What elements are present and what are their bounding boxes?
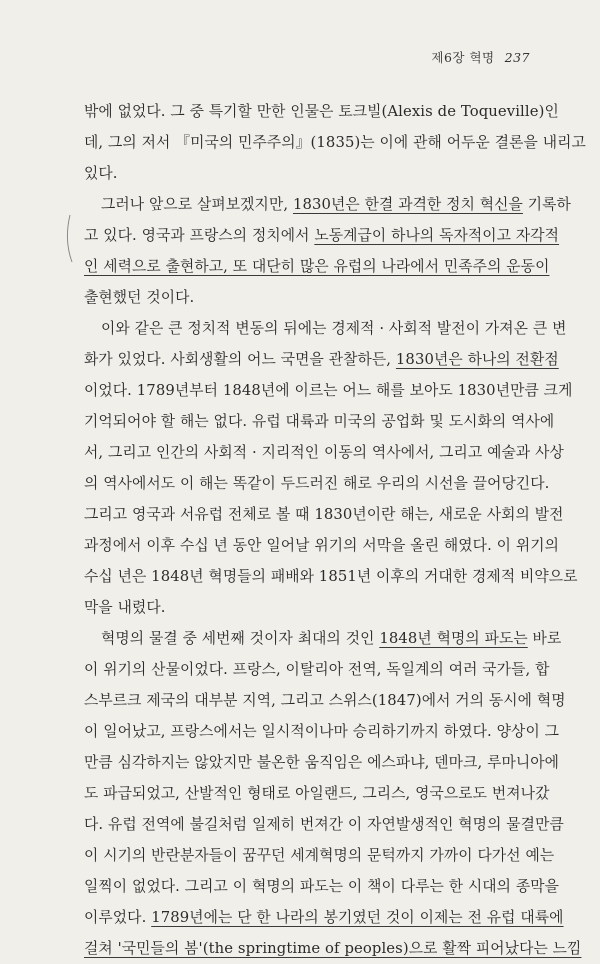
text-run: 서, 그리고 인간의 사회적 · 지리적인 이동의 역사에서, 그리고 예술과 사상 [84, 444, 564, 461]
text-line [84, 902, 564, 933]
text-line [84, 685, 566, 716]
text-run: 이 일어났고, 프랑스에서는 일시적이나마 승리하기까지 하였다. 양상이 그 [84, 723, 560, 740]
text-line [84, 189, 571, 220]
text-line [84, 530, 560, 561]
text-line [84, 437, 564, 468]
underlined-phrase: 인 세력으로 출현하고, 또 대단히 많은 유럽의 나라에서 민족주의 운동이 [84, 258, 550, 275]
text-line [84, 747, 560, 778]
pencil-bracket-mark [67, 215, 72, 262]
underlined-phrase: 1789년에는 단 한 나라의 봉기였던 것이 이제는 전 유럽 대륙에 [151, 909, 564, 926]
text-line [84, 220, 560, 251]
text-run: 화가 있었다. 사회생활의 어느 국면을 관찰하든, [84, 351, 396, 368]
text-run: 막을 내렸다. [84, 599, 166, 616]
text-run: 이와 같은 큰 정치적 변동의 뒤에는 경제적 · 사회적 발전이 가져온 큰 변 [101, 320, 567, 337]
paragraph [84, 189, 571, 313]
text-run: 밖에 없었다. 그 중 특기할 만한 인물은 토크빌(Alexis de Toqueville)인 [84, 103, 559, 120]
text-run: 이루었다. [84, 909, 152, 926]
body-text [84, 96, 586, 964]
text-run: 스부르크 제국의 대부분 지역, 그리고 스위스(1847)에서 거의 동시에 혁명 [84, 692, 566, 709]
text-line [84, 840, 555, 871]
text-run: 기록하 [522, 196, 571, 213]
page-number: 237 [504, 50, 530, 65]
text-line [84, 778, 550, 809]
text-run: 이었다. 1789년부터 1848년에 이르는 어느 해를 보아도 1830년만큼 크게 [84, 382, 573, 399]
text-line [84, 499, 564, 530]
text-run: 있다. [84, 165, 118, 182]
text-run: 다. 유럽 전역에 불길처럼 일제히 번져간 이 자연발생적인 혁명의 물결만큼 [84, 816, 564, 833]
text-run: 고 있다. 영국과 프랑스의 정치에서 [84, 227, 315, 244]
text-line [84, 592, 544, 623]
text-run: 의 역사에서도 이 해는 똑같이 두드러진 해로 우리의 시선을 끌어당긴다. [84, 475, 550, 492]
text-run: 기억되어야 할 해는 없다. 유럽 대륙과 미국의 공업화 및 도시화의 역사에 [84, 413, 555, 430]
text-line [84, 654, 550, 685]
underlined-phrase: 노동계급이 하나의 독자적이고 자각적 [314, 227, 560, 244]
text-line [84, 127, 586, 158]
text-run: 과정에서 이후 수십 년 동안 일어날 위기의 서막을 올린 해였다. 이 위기의 [84, 537, 560, 554]
text-run: 도 파급되었고, 산발적인 형태로 아일랜드, 그리스, 영국으로도 번져나갔 [84, 785, 550, 802]
underlined-phrase: 1830년은 하나의 전환점 [395, 351, 559, 368]
text-line [84, 809, 564, 840]
text-line [84, 406, 555, 437]
text-run: 그리고 영국과 서유럽 전체로 볼 때 1830년이란 해는, 새로운 사회의 발전 [84, 506, 564, 523]
text-run: 바로 [527, 630, 562, 647]
text-line [84, 96, 559, 127]
text-line [84, 344, 559, 375]
text-run: 혁명의 물결 중 세번째 것이자 최대의 것인 [101, 630, 380, 647]
paragraph [84, 96, 586, 189]
text-line [84, 282, 544, 313]
text-run: 일찍이 없었다. 그리고 이 혁명의 파도는 이 책이 다루는 한 시대의 종막을 [84, 878, 560, 895]
underlined-phrase: 1848년 혁명의 파도는 [379, 630, 528, 647]
text-run: 이 위기의 산물이었다. 프랑스, 이탈리아 전역, 독일계의 여러 국가들, 합 [84, 661, 550, 678]
text-line [84, 716, 560, 747]
text-line [84, 313, 567, 344]
chapter-title: 제6장 혁명 [431, 50, 495, 65]
text-run: 데, 그의 저서 『미국의 민주주의』(1835)는 이에 관해 어두운 결론을 내리고 [84, 134, 586, 151]
underlined-phrase: 걸쳐 '국민들의 봄'(the springtime of peoples)으로 활짝 피어났다는 느낌 [84, 940, 582, 957]
paragraph [84, 313, 578, 623]
text-line [84, 251, 550, 282]
text-line [84, 623, 562, 654]
text-line [84, 375, 573, 406]
underlined-phrase: 1830년은 한결 과격한 정치 혁신을 [292, 196, 523, 213]
text-run: 출현했던 것이다. [84, 289, 195, 306]
text-run: 수십 년은 1848년 혁명들의 패배와 1851년 이후의 거대한 경제적 비약으로 [84, 568, 578, 585]
text-line [84, 158, 544, 189]
paragraph [84, 623, 582, 964]
text-line [84, 561, 578, 592]
text-line [84, 468, 550, 499]
text-line [84, 933, 582, 964]
text-run: 만큼 심각하지는 않았지만 불온한 움직임은 에스파냐, 덴마크, 루마니아에 [84, 754, 560, 771]
running-header [431, 48, 530, 66]
text-run: 그러나 앞으로 살펴보겠지만, [101, 196, 293, 213]
text-run: 이 시기의 반란분자들이 꿈꾸던 세계혁명의 문턱까지 가까이 다가선 예는 [84, 847, 555, 864]
